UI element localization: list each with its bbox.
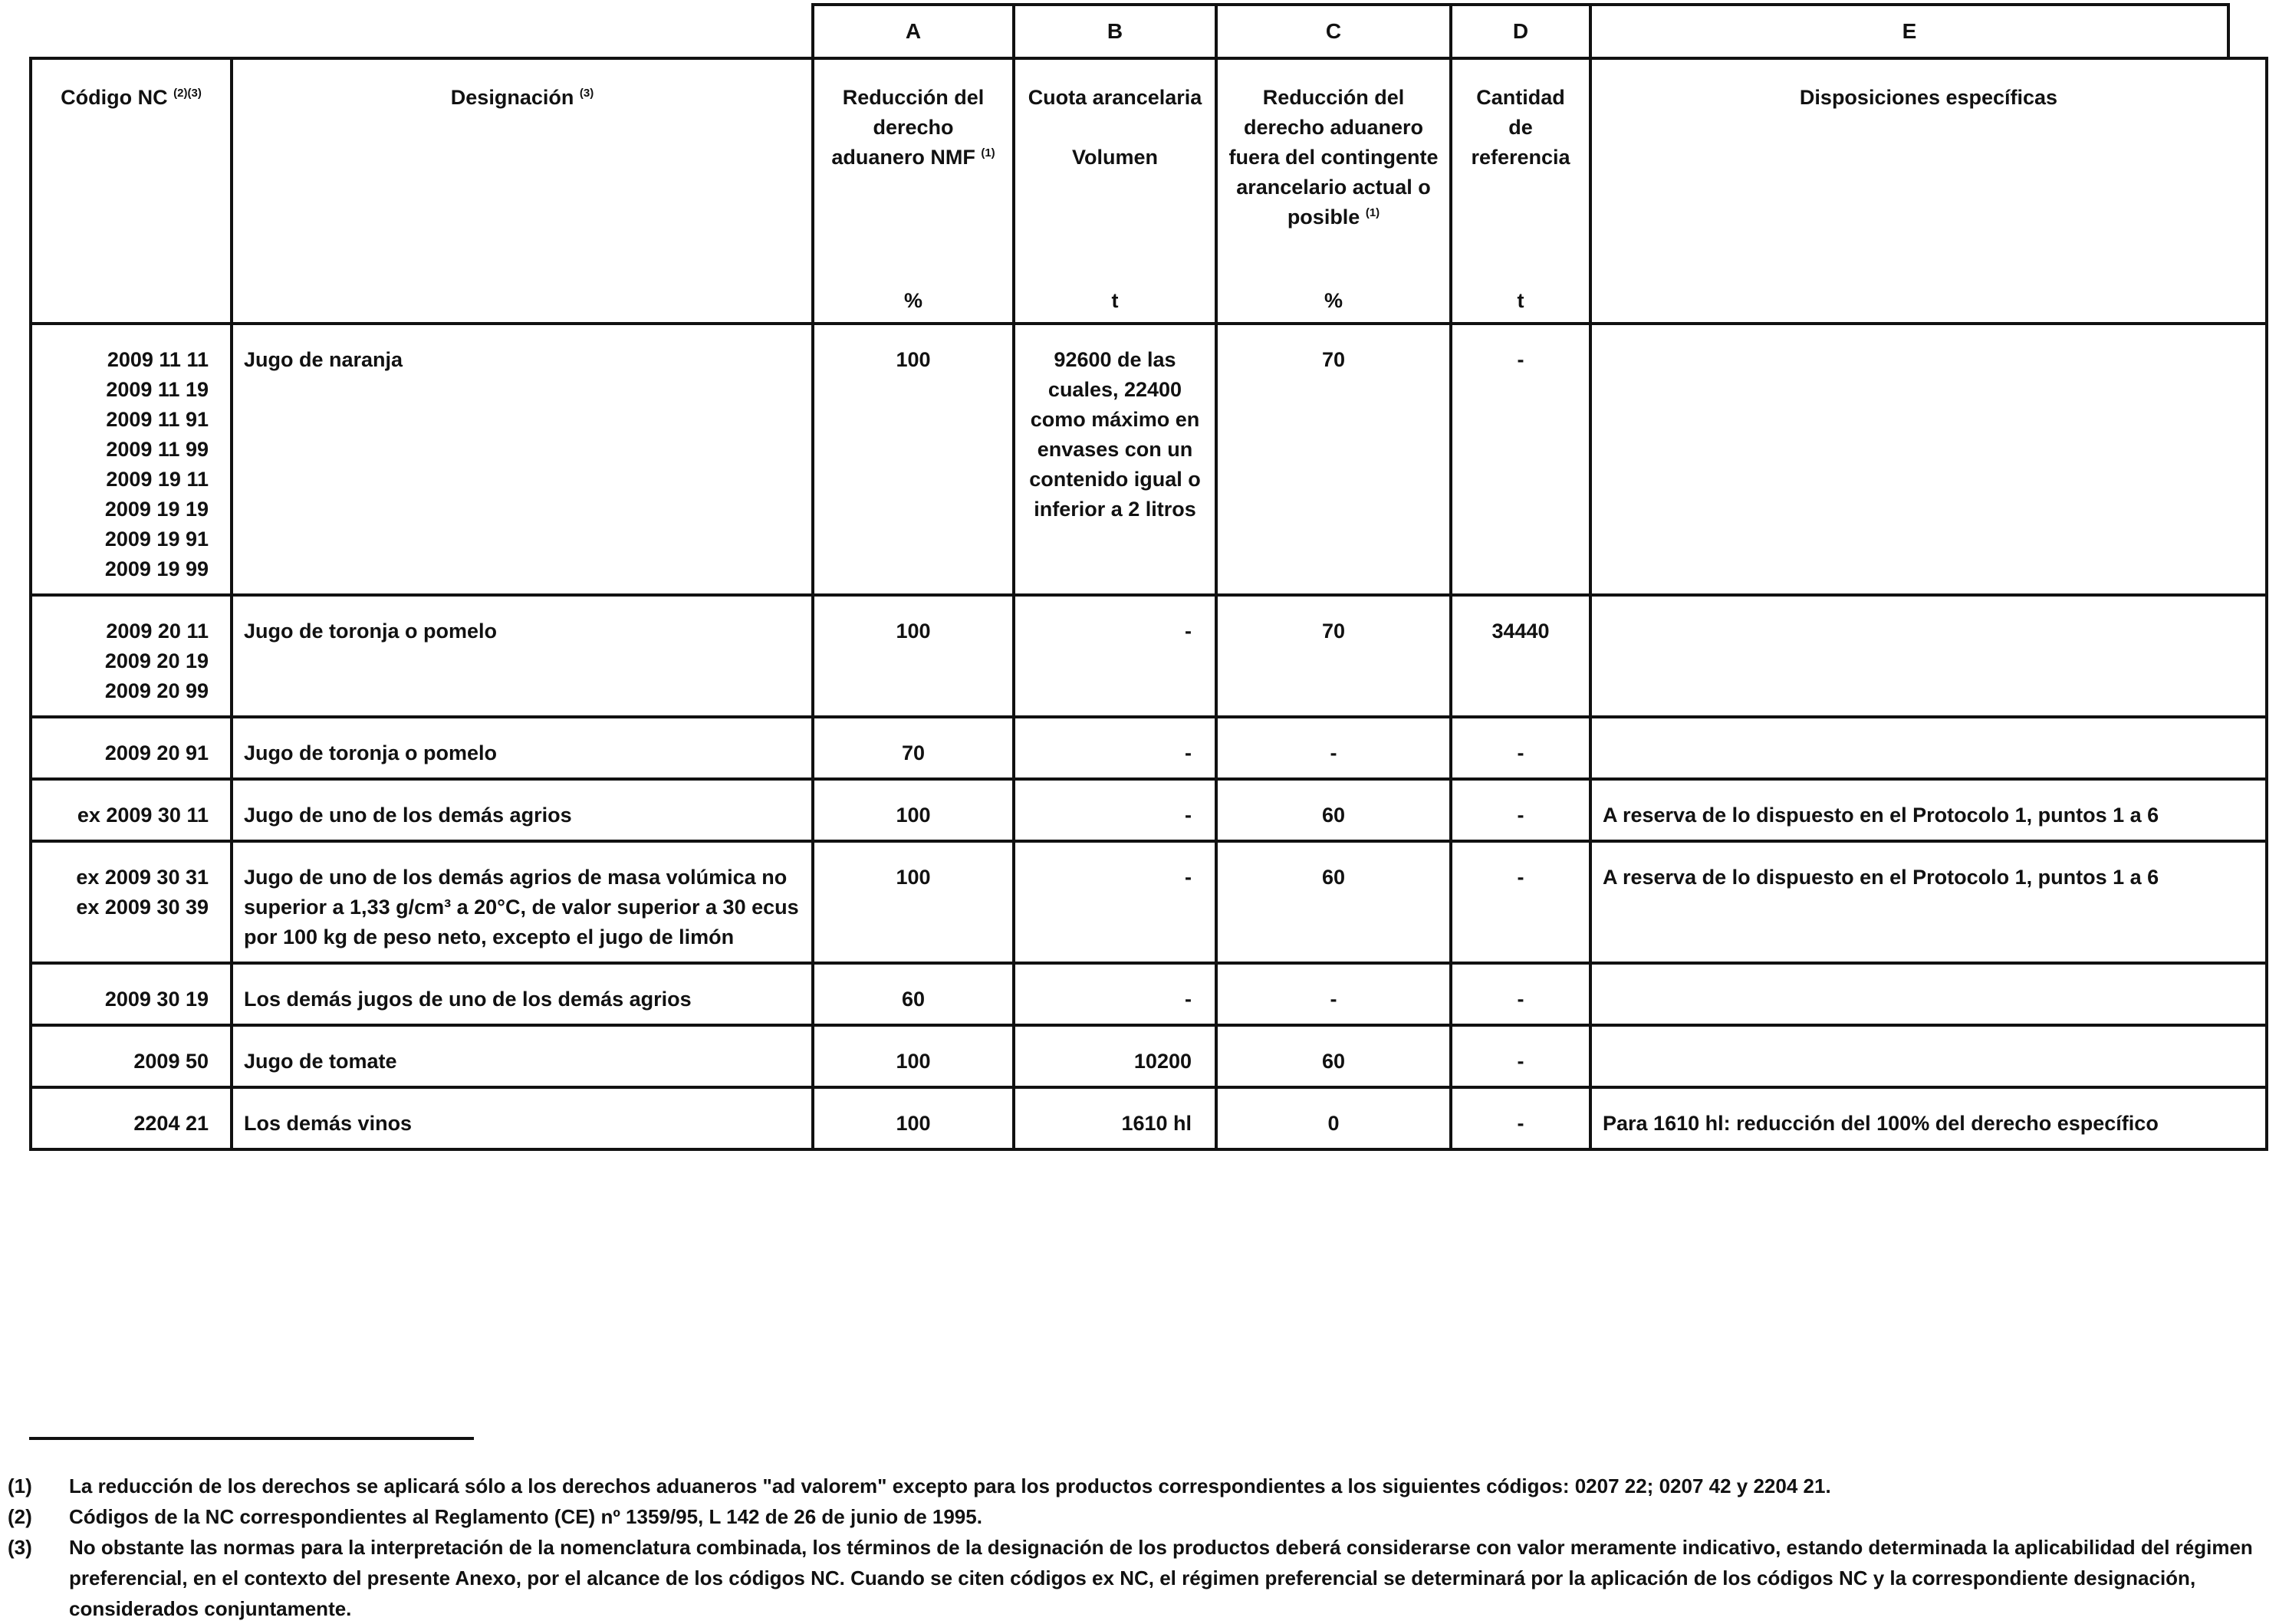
header-col-e-label: Disposiciones específicas <box>1799 86 2058 109</box>
footnote-2 <box>8 1501 2270 1532</box>
cell-a: 100 <box>813 324 1014 595</box>
tariff-table <box>29 57 2268 1151</box>
cell-e <box>1590 595 2267 717</box>
cell-designation: Jugo de uno de los demás agrios de masa volúmica no superior a 1,33 g/cm³ a 20°C, de valor superior a 30 ecus por 100 kg de peso neto, excepto el jugo de limón <box>232 841 813 963</box>
header-col-a-label: Reducción del derecho aduanero NMF <box>831 86 985 169</box>
header-code-ref: (2)(3) <box>173 87 202 100</box>
cell-d: 34440 <box>1451 595 1590 717</box>
header-col-e <box>1590 58 2267 324</box>
cell-code: 2009 50 <box>31 1025 232 1087</box>
cell-c: 60 <box>1216 841 1451 963</box>
column-letter-b: B <box>1012 3 1218 57</box>
cell-b: - <box>1014 779 1216 841</box>
cell-b: - <box>1014 841 1216 963</box>
cell-code: 2009 20 11 2009 20 19 2009 20 99 <box>31 595 232 717</box>
cell-code: ex 2009 30 11 <box>31 779 232 841</box>
footnote-text: No obstante las normas para la interpretación de la nomenclatura combinada, los términos de la designación de los productos deberá considerarse con valor meramente indicativo, estando determinada la aplicabilidad del régimen preferencial, en el contexto del presente Anexo, por el alcance de los códigos NC. Cuando se citen códigos ex NC, el régimen preferencial se determinará por la aplicación de los códigos NC y la correspondiente designación, considerados conjuntamente. <box>69 1536 2253 1620</box>
footnote-1 <box>8 1471 2270 1501</box>
cell-a: 70 <box>813 717 1014 779</box>
footnote-text: Códigos de la NC correspondientes al Reglamento (CE) nº 1359/95, L 142 de 26 de junio de 1995. <box>69 1505 982 1528</box>
cell-b: 10200 <box>1014 1025 1216 1087</box>
header-col-a-unit: % <box>903 289 922 312</box>
header-col-d-unit: t <box>1517 289 1524 312</box>
cell-e <box>1590 717 2267 779</box>
cell-designation: Los demás jugos de uno de los demás agrios <box>232 963 813 1025</box>
cell-b: - <box>1014 963 1216 1025</box>
footnote-number: (1) <box>8 1474 32 1497</box>
table-row <box>31 595 2267 717</box>
cell-a: 100 <box>813 841 1014 963</box>
cell-designation: Los demás vinos <box>232 1087 813 1149</box>
footnote-number: (3) <box>8 1536 32 1559</box>
cell-b: - <box>1014 595 1216 717</box>
cell-d: - <box>1451 1087 1590 1149</box>
table-row <box>31 1087 2267 1149</box>
header-designation <box>232 58 813 324</box>
cell-a: 100 <box>813 1087 1014 1149</box>
cell-code: 2009 20 91 <box>31 717 232 779</box>
cell-a: 100 <box>813 779 1014 841</box>
column-letters <box>811 3 2227 57</box>
table-row <box>31 963 2267 1025</box>
cell-b: 1610 hl <box>1014 1087 1216 1149</box>
footnote-3 <box>8 1532 2270 1624</box>
cell-b: 92600 de las cuales, 22400 como máximo en envases con un contenido igual o inferior a 2 litros <box>1014 324 1216 595</box>
header-code-label: Código NC <box>61 86 168 109</box>
footnote-number: (2) <box>8 1505 32 1528</box>
table-row <box>31 779 2267 841</box>
column-letter-a: A <box>811 3 1015 57</box>
cell-c: - <box>1216 717 1451 779</box>
cell-c: 70 <box>1216 324 1451 595</box>
footnote-divider <box>29 1437 474 1440</box>
cell-designation: Jugo de toronja o pomelo <box>232 595 813 717</box>
cell-designation: Jugo de naranja <box>232 324 813 595</box>
cell-c: 60 <box>1216 779 1451 841</box>
cell-e <box>1590 963 2267 1025</box>
cell-d: - <box>1451 963 1590 1025</box>
column-letter-e: E <box>1589 3 2230 57</box>
table-row <box>31 717 2267 779</box>
cell-code: 2009 11 11 2009 11 19 2009 11 91 2009 11 99 2009 19 11 2009 19 19 2009 19 91 2009 19 99 <box>31 324 232 595</box>
cell-c: 60 <box>1216 1025 1451 1087</box>
footnote-text: La reducción de los derechos se aplicará sólo a los derechos aduaneros "ad valorem" excepto para los productos correspondientes a los siguientes códigos: 0207 22; 0207 42 y 2204 21. <box>69 1474 1831 1497</box>
header-col-b-unit: t <box>1111 289 1119 312</box>
cell-d: - <box>1451 324 1590 595</box>
header-designation-ref: (3) <box>579 87 594 100</box>
cell-b: - <box>1014 717 1216 779</box>
cell-d: - <box>1451 1025 1590 1087</box>
cell-code: 2009 30 19 <box>31 963 232 1025</box>
cell-designation: Jugo de tomate <box>232 1025 813 1087</box>
cell-c: 70 <box>1216 595 1451 717</box>
cell-code: 2204 21 <box>31 1087 232 1149</box>
cell-designation: Jugo de toronja o pomelo <box>232 717 813 779</box>
header-col-c-ref: (1) <box>1365 206 1380 219</box>
cell-c: - <box>1216 963 1451 1025</box>
header-col-d <box>1451 58 1590 324</box>
cell-d: - <box>1451 841 1590 963</box>
header-col-b <box>1014 58 1216 324</box>
header-code <box>31 58 232 324</box>
cell-e: Para 1610 hl: reducción del 100% del derecho específico <box>1590 1087 2267 1149</box>
header-col-c-label: Reducción del derecho aduanero fuera del contingente arancelario actual o posible <box>1228 86 1439 228</box>
cell-e: A reserva de lo dispuesto en el Protocolo 1, puntos 1 a 6 <box>1590 841 2267 963</box>
cell-d: - <box>1451 779 1590 841</box>
table-header-row <box>31 58 2267 324</box>
footnotes <box>8 1471 2270 1624</box>
header-col-c <box>1216 58 1451 324</box>
cell-code: ex 2009 30 31 ex 2009 30 39 <box>31 841 232 963</box>
table-row <box>31 1025 2267 1087</box>
column-letter-d: D <box>1449 3 1592 57</box>
header-designation-label: Designación <box>450 86 574 109</box>
cell-e <box>1590 1025 2267 1087</box>
cell-designation: Jugo de uno de los demás agrios <box>232 779 813 841</box>
table-row <box>31 324 2267 595</box>
cell-c: 0 <box>1216 1087 1451 1149</box>
cell-a: 100 <box>813 1025 1014 1087</box>
table-row <box>31 841 2267 963</box>
column-letter-c: C <box>1215 3 1452 57</box>
header-col-d-label: Cantidad de referencia <box>1471 86 1570 169</box>
cell-e <box>1590 324 2267 595</box>
header-col-b-label: Cuota arancelaria Volumen <box>1028 86 1202 169</box>
cell-e: A reserva de lo dispuesto en el Protocolo 1, puntos 1 a 6 <box>1590 779 2267 841</box>
header-col-a <box>813 58 1014 324</box>
cell-a: 100 <box>813 595 1014 717</box>
header-col-a-ref: (1) <box>981 146 995 159</box>
header-col-c-unit: % <box>1324 289 1343 312</box>
cell-a: 60 <box>813 963 1014 1025</box>
cell-d: - <box>1451 717 1590 779</box>
